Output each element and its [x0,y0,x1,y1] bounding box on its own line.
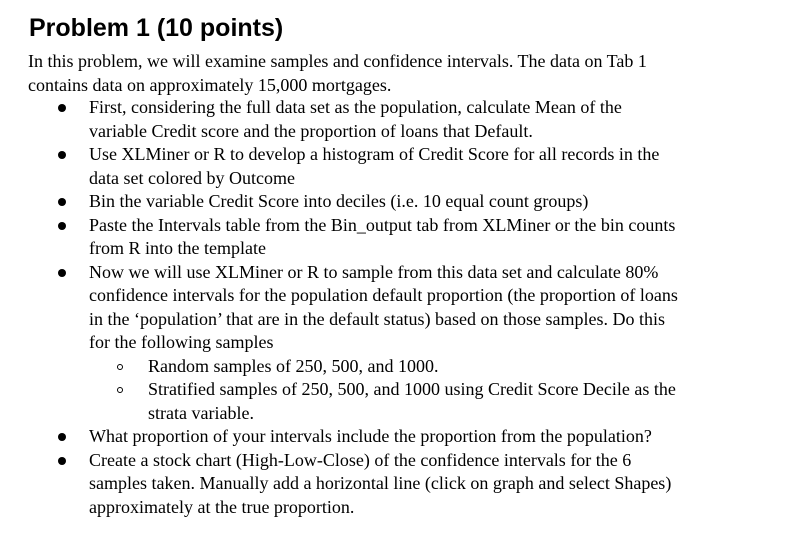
bullet-icon [58,433,66,441]
bullet-icon [58,198,66,206]
bullet-item-interval-coverage [0,425,797,449]
bullet-line: What proportion of your intervals include the proportion from the population? [89,426,652,446]
sub-item-stratified-samples [88,378,797,425]
intro-line: contains data on approximately 15,000 mortgages. [28,74,392,95]
bullet-line: data set colored by Outcome [89,167,295,188]
sub-bullet-list [89,355,797,426]
circle-bullet-icon [117,364,123,370]
bullet-list [0,96,797,519]
bullet-item-intervals-table [0,214,797,261]
bullet-line: in the ‘population’ that are in the default status) based on those samples. Do this [89,308,666,329]
bullet-line: from R into the template [89,238,266,258]
bullet-line: for the following samples [89,332,274,352]
bullet-item-deciles [0,190,797,214]
bullet-line: confidence intervals for the population default proportion (the proportion of loans [89,285,678,305]
bullet-line: approximately at the true proportion. [89,496,355,517]
bullet-item-population-stats [0,96,797,143]
bullet-line: Now we will use XLMiner or R to sample from this data set and calculate 80% [89,261,659,282]
bullet-line: Paste the Intervals table from the Bin_output tab from XLMiner or the bin counts [89,214,676,235]
sub-bullet-line: Random samples of 250, 500, and 1000. [148,355,439,376]
bullet-line: First, considering the full data set as the population, calculate Mean of the [89,97,622,117]
bullet-line: samples taken. Manually add a horizontal line (click on graph and select Shapes) [89,473,672,493]
sub-item-random-samples [88,355,797,379]
bullet-line: Create a stock chart (High-Low-Close) of the confidence intervals for the 6 [89,449,632,470]
bullet-line: Use XLMiner or R to develop a histogram of Credit Score for all records in the [89,144,660,164]
intro-line: In this problem, we will examine samples and confidence intervals. The data on Tab 1 [28,51,647,71]
circle-bullet-icon [117,387,123,393]
bullet-line: Bin the variable Credit Score into deciles (i.e. 10 equal count groups) [89,191,589,211]
bullet-icon [58,457,66,465]
bullet-item-sampling [0,261,797,426]
bullet-line: variable Credit score and the proportion of loans that Default. [89,120,533,141]
bullet-icon [58,151,66,159]
bullet-icon [58,269,66,277]
problem-title: Problem 1 (10 points) [29,14,284,42]
bullet-icon [58,222,66,230]
sub-bullet-line: strata variable. [148,402,254,423]
bullet-item-histogram [0,143,797,190]
intro-paragraph [28,50,788,97]
bullet-item-stock-chart [0,449,797,520]
sub-bullet-line: Stratified samples of 250, 500, and 1000 using Credit Score Decile as the [148,379,676,399]
bullet-icon [58,104,66,112]
